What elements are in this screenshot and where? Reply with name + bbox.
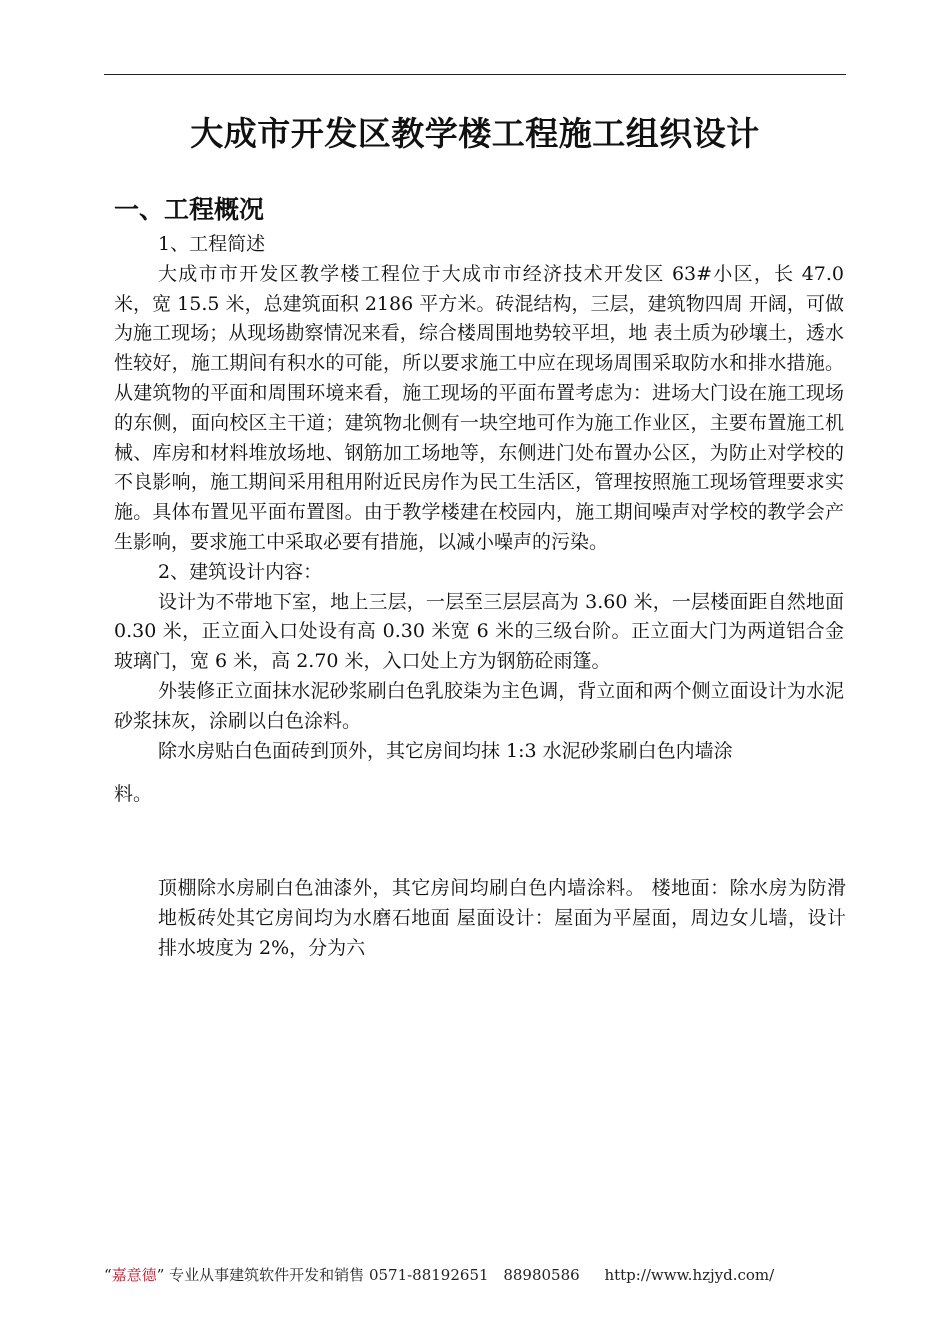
footer (104, 1265, 774, 1285)
paragraph-exterior: 外装修正立面抹水泥砂浆刷白色乳胶柒为主色调，背立面和两个侧立面设计为水泥砂浆抹灰，涂刷以白色涂料。 (114, 679, 844, 732)
paragraph-design: 设计为不带地下室，地上三层，一层至三层层高为 3.60 米，一层楼面距自然地面 0.30 米，正立面入口处设有高 0.30 米宽 6 米的三级台阶。正立面大门为两道铝合金玻璃门，宽 6 米，高 2.70 米，入口处上方为钢筋砼雨篷。 (114, 590, 844, 673)
paragraph-interior: 除水房贴白色面砖到顶外，其它房间均抹 1:3 水泥砂浆刷白色内墙涂 (158, 739, 733, 762)
footer-url[interactable]: http://www.hzjyd.com/ (604, 1266, 775, 1284)
subheading-design: 2、建筑设计内容： (158, 560, 323, 583)
footer-brand: 嘉意德 (111, 1266, 157, 1284)
document-title: 大成市开发区教学楼工程施工组织设计 (190, 114, 760, 153)
footer-phone-1: 0571-88192651 (368, 1266, 489, 1284)
footer-phone-2: 88980586 (503, 1266, 580, 1284)
document-body (114, 230, 844, 829)
subheading-overview: 1、工程简述 (158, 233, 266, 255)
paragraph-ceiling-floor-roof: 顶棚除水房刷白色油漆外，其它房间均刷白色内墙涂料。 楼地面：除水房为防滑地板砖处其它房间均为水磨石地面 屋面设计：屋面为平屋面，周边女儿墙，设计排水坡度为 2%，分为六 (158, 877, 846, 959)
footer-quote-close: ” (156, 1266, 165, 1284)
paragraph-overview: 大成市市开发区教学楼工程位于大成市市经济技术开发区 63#小区，长 47.0 米，宽 15.5 米，总建筑面积 2186 平方米。砖混结构，三层，建筑物四周 开阔，可做为施工现场；从现场勘察情况来看，综合楼周围地势较平坦，地 表土质为砂壤土，透水性较好，施工期间有积水的可能，所以要求施工中应在现场周围采取防水和排水措施。从建筑物的平面和周围环境来看，施工现场的平面布置考虑为：进场大门设在施工现场的东侧，面向校区主干道；建筑物北侧有一块空地可作为施工作业区，主要布置施工机械、库房和材料堆放场地、钢筋加工场地等，东侧进门处布置办公区，为防止对学校的不良影响，施工期间采用租用附近民房作为民工生活区，管理按照施工现场管理要求实施。具体布置见平面布置图。由于教学楼建在校园内，施工期间噪声对学校的教学会产生影响，要求施工中采取必要有措施，以减小噪声的污染。 (114, 262, 844, 553)
header-rule (104, 74, 846, 75)
footer-description: 专业从事建筑软件开发和销售 (169, 1266, 365, 1284)
footer-quote-open: “ (104, 1266, 112, 1284)
paragraph-interior-end: 料。 (114, 783, 153, 806)
section-heading: 一、工程概况 (114, 195, 265, 224)
